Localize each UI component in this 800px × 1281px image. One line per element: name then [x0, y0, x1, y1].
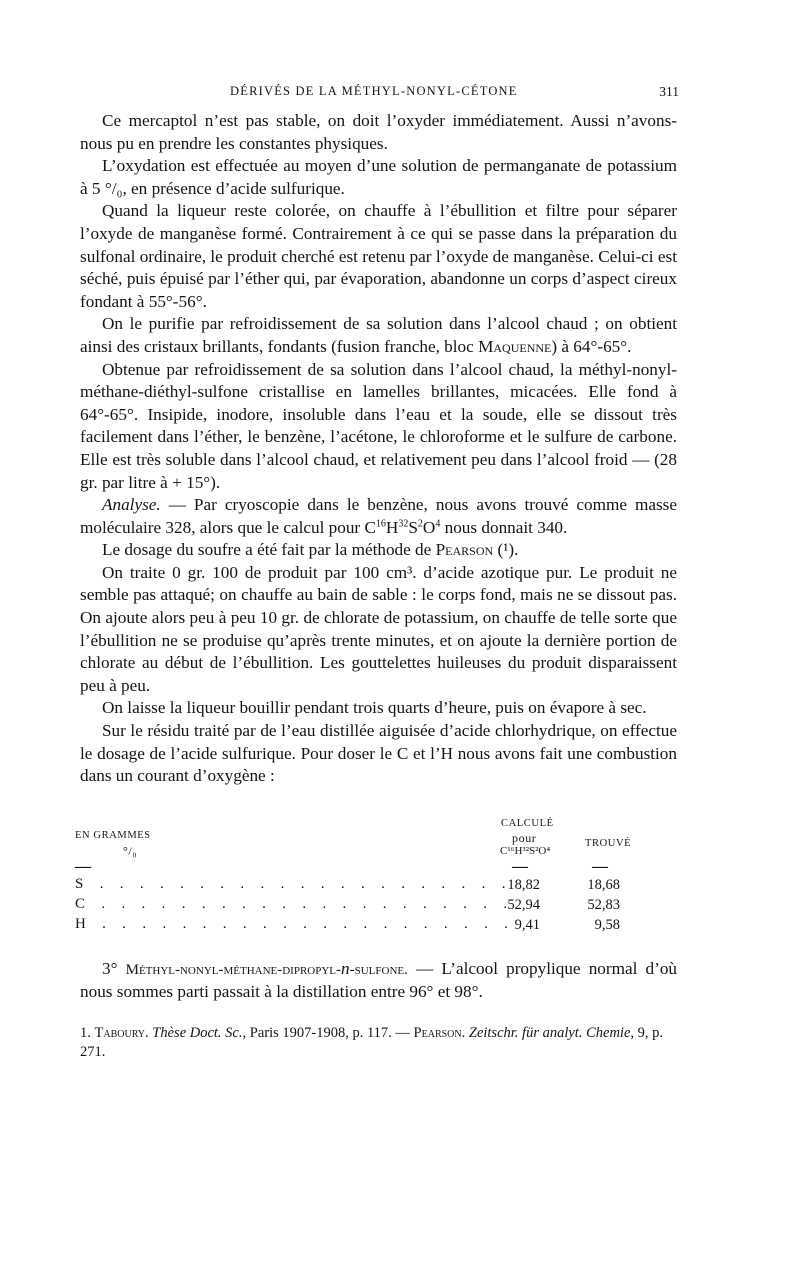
table-row-label-s: S . . . . . . . . . . . . . . . . . . . . .: [75, 875, 512, 892]
footnote-title-1: Thèse Doct. Sc.: [148, 1025, 243, 1041]
footnote-title-2: Zeitschr. für analyt. Chemie: [465, 1025, 631, 1041]
paragraph-9: On laisse la liqueur bouillir pendant trois quarts d’heure, puis on évapore à sec.: [102, 698, 647, 718]
running-title: DÉRIVÉS DE LA MÉTHYL-NONYL-CÉTONE: [230, 84, 518, 98]
col-header-pour: pour: [512, 830, 537, 845]
footnote-author-pearson: Pearson.: [413, 1025, 466, 1041]
section-title-n: n: [341, 958, 350, 978]
paragraph-4: [80, 313, 677, 358]
section-title: Méthyl-nonyl-méthane-dipropyl-: [125, 961, 342, 978]
body-text: [80, 110, 677, 788]
paragraph-6-text-b: nous donnait 340.: [440, 517, 568, 537]
table-cell-found-h: 9,58: [594, 916, 620, 933]
section-number: 3°: [102, 958, 126, 978]
col-header-percent: °/₀: [123, 843, 138, 858]
section-title-end: -sulfone.: [349, 961, 408, 978]
section-3: [80, 958, 677, 1004]
dash-col2: —: [512, 857, 528, 875]
paragraph-6: [80, 494, 677, 539]
formula-sub-s: 2: [417, 517, 423, 529]
paragraph-5: Obtenue par refroidissement de sa solution dans l’alcool chaud, la méthyl-nonyl-méthane-diéthyl-sulfone cristallise en lamelles brillantes, micacées. Elle fond à 64°-65°. Insipide, inodore, insoluble dans l’eau et la soude, elle se dissout très facilement dans l’éther, le benzène, l’acétone, le chloroforme et le sulfure de carbone. Elle est très soluble dans l’alcool chaud, et relativement peu dans l’alcool froid — (28 gr. par litre à + 15°).: [80, 359, 677, 492]
paragraph-10: Sur le résidu traité par de l’eau distillée aiguisée d’acide chlorhydrique, on effectue le dosage de l’acide sulfurique. Pour doser le C et l’H nous avons fait une combustion dans un courant d’oxygène :: [80, 721, 677, 786]
footnote: [80, 1024, 677, 1062]
col-header-formula: C¹⁶H³²S²O⁴: [500, 844, 551, 857]
col-header-trouve: TROUVÉ: [585, 837, 632, 849]
table-cell-calc-c: 52,94: [507, 896, 540, 913]
analysis-table: [75, 817, 677, 936]
col-header-calcule: CALCULÉ: [501, 817, 554, 829]
formula-sub-o: 4: [435, 517, 441, 529]
table-cell-found-c: 52,83: [587, 896, 620, 913]
formula-o: O: [422, 517, 436, 537]
footnote-rest-2: , 9, p. 271.: [80, 1025, 664, 1060]
paragraph-8: On traite 0 gr. 100 de produit par 100 cm³. d’acide azotique pur. Le produit ne semble pas attaqué; on chauffe au bain de sable : le corps fond, mais ne se dissout pas. On ajoute alors peu à peu 10 gr. de chlorate de potassium, on chauffe de telle sorte que l’ébullition ne se produise qu’après trente minutes, et on ajoute la dernière portion de chlorate au début de l’ébullition. Les gouttelettes huileuses du produit disparaissent peu à peu.: [80, 562, 677, 695]
table-row-label-h: H . . . . . . . . . . . . . . . . . . . . .: [75, 915, 515, 932]
page: [75, 84, 679, 1077]
running-header: [80, 84, 677, 110]
section-text: — L’alcool propylique normal d’où nous sommes parti passait à la distillation entre 96° et 98°.: [80, 958, 678, 1002]
table-row-label-c: C . . . . . . . . . . . . . . . . . . . . .: [75, 895, 514, 912]
paragraph-1: Ce mercaptol n’est pas stable, on doit l’oxyder immédiatement. Aussi n’avons-nous pu en prendre les constantes physiques.: [80, 111, 677, 153]
author-pearson: Pearson: [435, 540, 494, 560]
page-number: 311: [659, 84, 679, 99]
paragraph-7: [80, 539, 677, 562]
footnote-author-taboury: Taboury.: [94, 1025, 149, 1041]
paragraph-6-text-a: — Par cryoscopie dans le benzène, nous avons trouvé comme masse moléculaire 328, alors que le calcul pour C: [80, 495, 677, 537]
footnote-reference: (¹).: [493, 540, 519, 560]
paragraph-7-text: Le dosage du soufre a été fait par la méthode de: [102, 540, 436, 560]
table-cell-calc-s: 18,82: [507, 876, 540, 893]
formula-h: H: [385, 517, 399, 537]
dash-col3: —: [592, 857, 608, 875]
dash-col1: —: [75, 857, 91, 875]
analyse-label: Analyse.: [102, 495, 161, 515]
footnote-number: 1.: [80, 1025, 95, 1041]
formula-s: S: [408, 517, 418, 537]
paragraph-4-text-a: On le purifie par refroidissement de sa solution dans l’alcool chaud ; on obtient ainsi des cristaux brillants, fondants (fusion franche, bloc: [80, 314, 677, 356]
author-maquenne: Maquenne: [478, 336, 552, 356]
paragraph-2: L’oxydation est effectuée au moyen d’une solution de permanganate de potassium à 5 °/₀, en présence d’acide sulfurique.: [80, 156, 677, 198]
table-cell-found-s: 18,68: [587, 876, 620, 893]
col-header-en-grammes: EN GRAMMES: [75, 829, 151, 841]
paragraph-3: Quand la liqueur reste colorée, on chauffe à l’ébullition et filtre pour séparer l’oxyde de manganèse formé. Contrairement à ce qui se passe dans la préparation du sulfonal ordinaire, le produit cherché est retenu par l’oxyde de manganèse. Celui-ci est séché, puis épuisé par l’éther qui, par évaporation, abandonne un corps d’aspect cireux fondant à 55°-56°.: [80, 201, 677, 311]
formula-sub-h: 32: [398, 517, 409, 529]
table-cell-calc-h: 9,41: [514, 916, 540, 933]
footnote-rest-1: , Paris 1907-1908, p. 117. —: [242, 1025, 414, 1041]
formula-sub-c: 16: [375, 517, 386, 529]
paragraph-4-text-b: ) à 64°-65°.: [551, 336, 632, 356]
